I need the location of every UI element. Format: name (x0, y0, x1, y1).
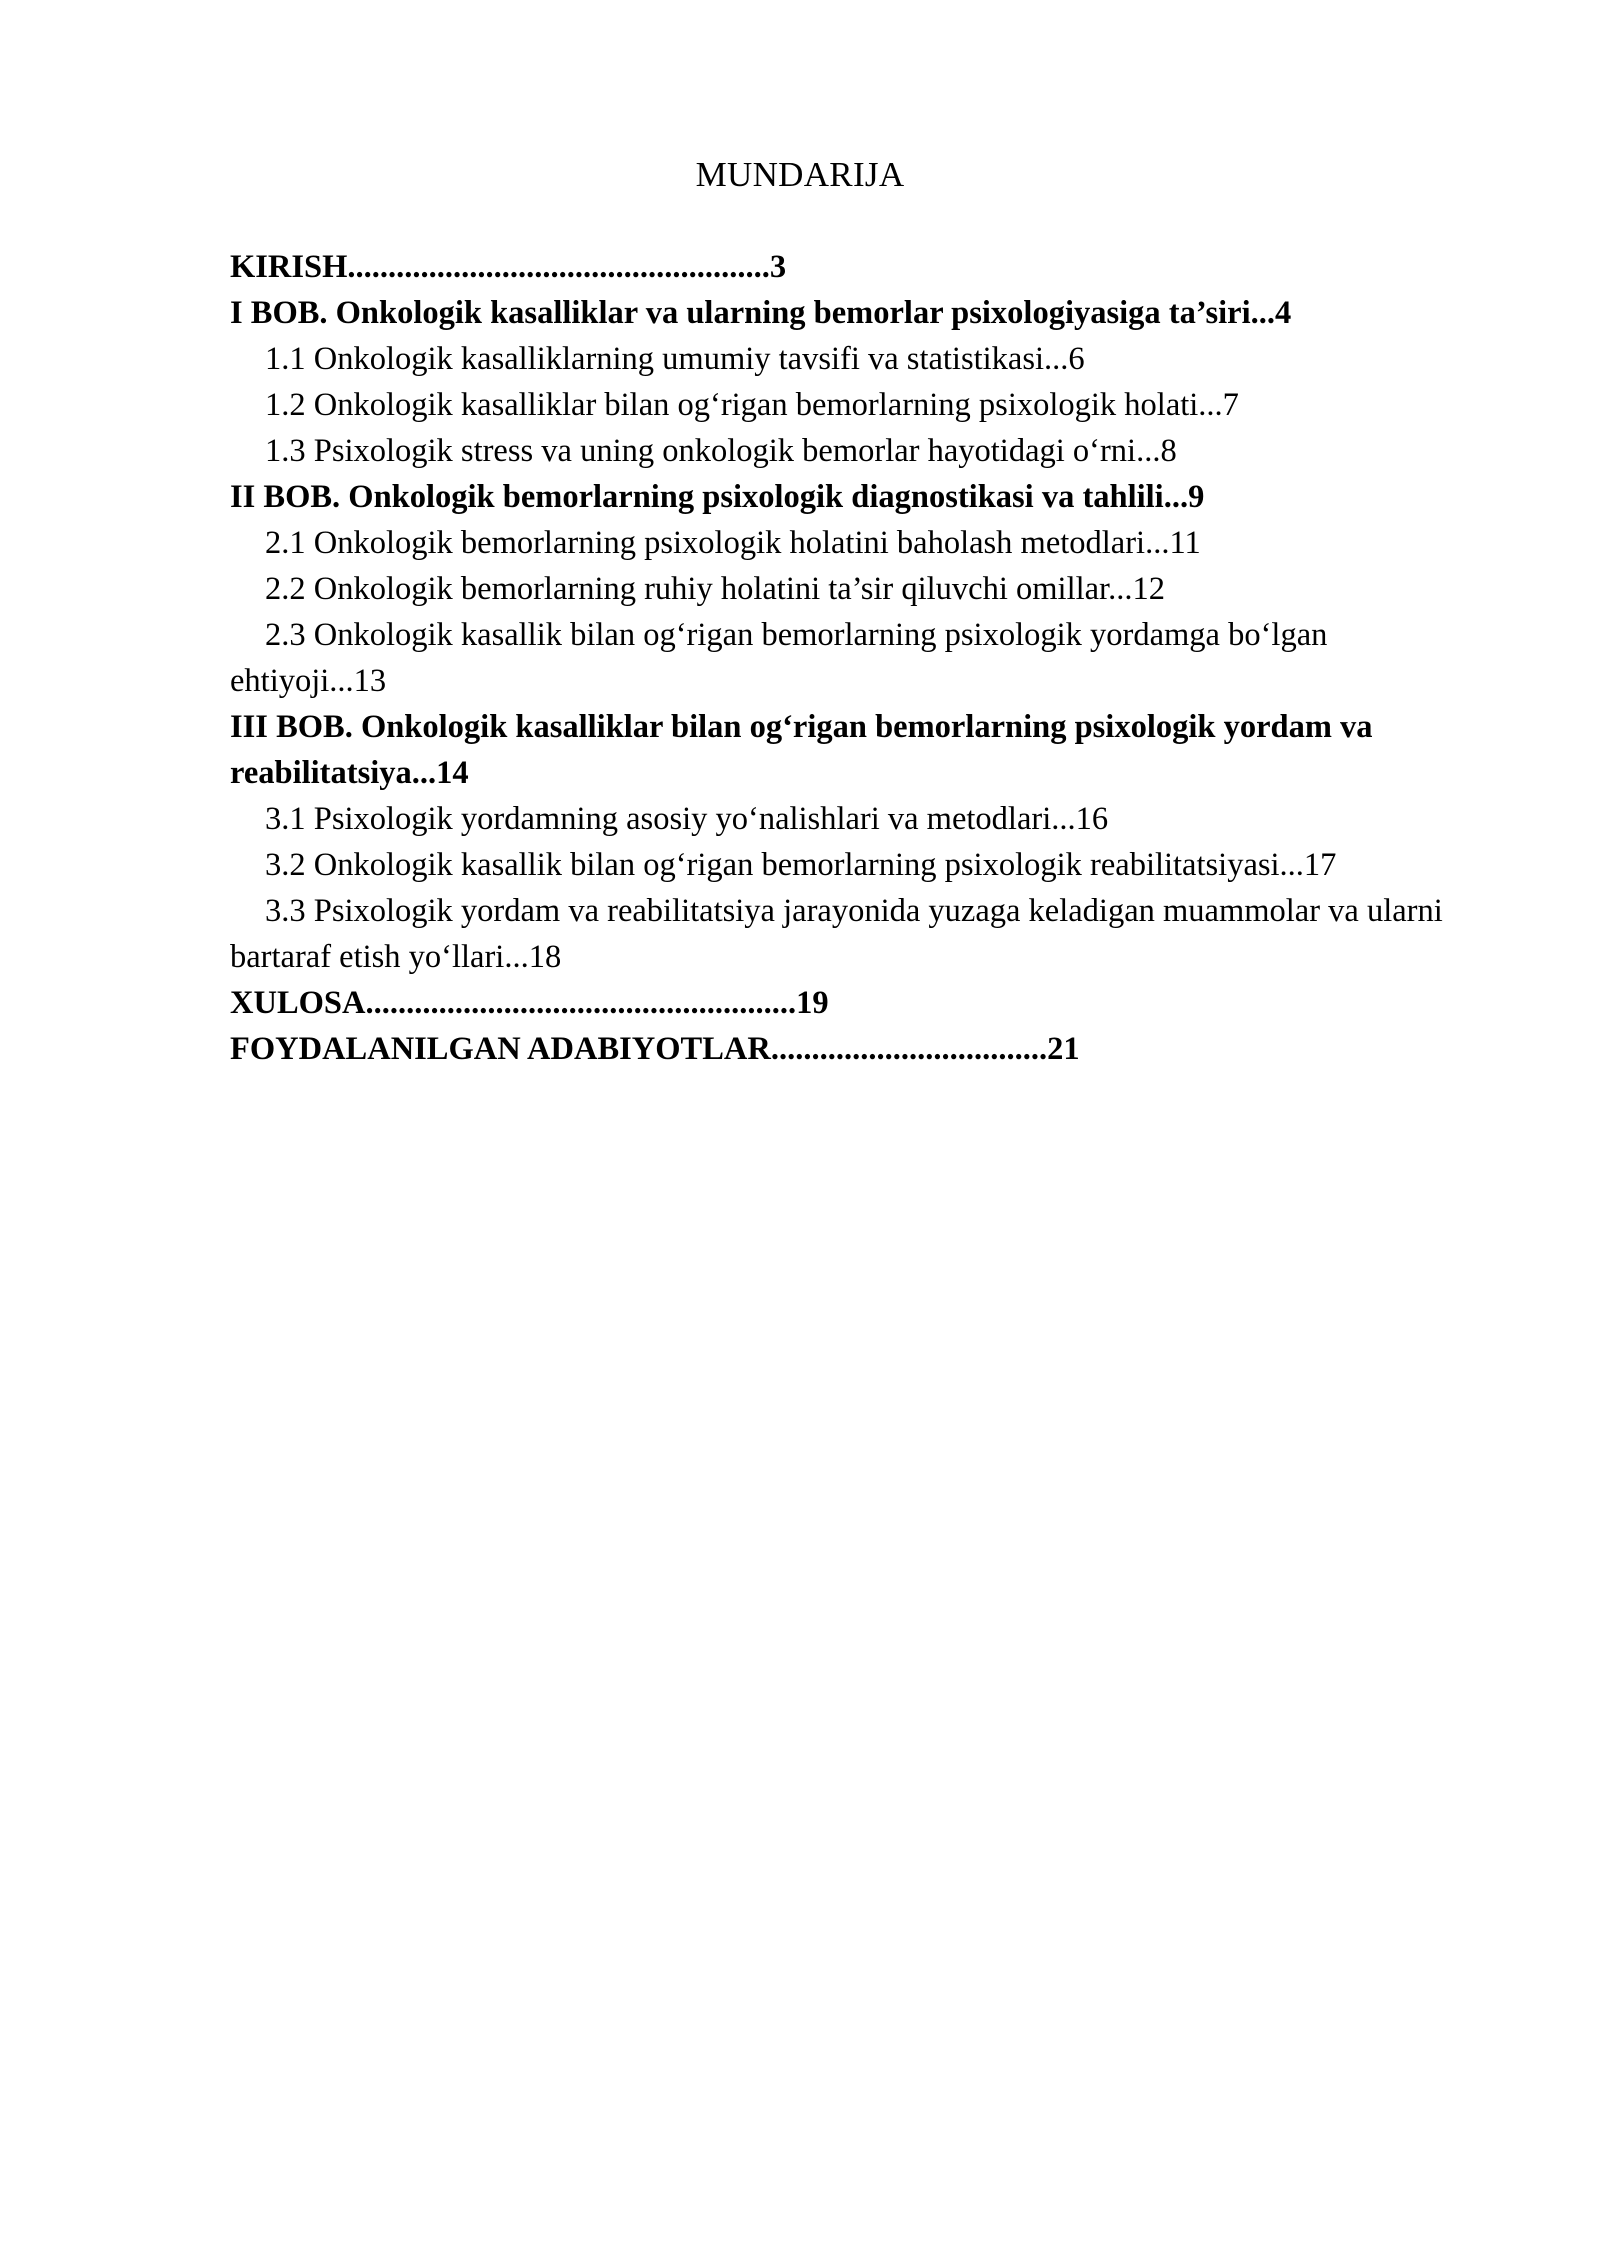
toc-entry-conclusion: XULOSA.....................................................19 (230, 985, 829, 1021)
toc-entry-section-1-2: 1.2 Onkologik kasalliklar bilan og‘rigan bemorlarning psixologik holati...7 (265, 387, 1239, 423)
toc-entry-section-2-3: 2.3 Onkologik kasallik bilan og‘rigan bemorlarning psixologik yordamga bo‘lgan ehtiyoji...13 (230, 617, 1328, 699)
toc-entry-section-2-1: 2.1 Onkologik bemorlarning psixologik holatini baholash metodlari...11 (265, 525, 1201, 561)
toc-entry-chapter-2: II BOB. Onkologik bemorlarning psixologik diagnostikasi va tahlili...9 (230, 479, 1205, 515)
toc-entry-chapter-3: III BOB. Onkologik kasalliklar bilan og‘rigan bemorlarning psixologik yordam va reabilitatsiya...14 (230, 709, 1373, 791)
page-title: MUNDARIJA (695, 155, 905, 194)
toc-entry-section-1-3: 1.3 Psixologik stress va uning onkologik bemorlar hayotidagi o‘rni...8 (265, 433, 1177, 469)
toc-entry-section-3-2: 3.2 Onkologik kasallik bilan og‘rigan bemorlarning psixologik reabilitatsiyasi...17 (265, 847, 1337, 883)
toc-entry-references: FOYDALANILGAN ADABIYOTLAR..................................21 (230, 1031, 1080, 1067)
table-of-contents (230, 244, 1480, 1072)
toc-entry-chapter-1: I BOB. Onkologik kasalliklar va ularning bemorlar psixologiyasiga ta’siri...4 (230, 295, 1292, 331)
toc-entry-section-2-2: 2.2 Onkologik bemorlarning ruhiy holatini ta’sir qiluvchi omillar...12 (265, 571, 1165, 607)
toc-entry-introduction: KIRISH....................................................3 (230, 249, 787, 285)
toc-entry-section-1-1: 1.1 Onkologik kasalliklarning umumiy tavsifi va statistikasi...6 (265, 341, 1085, 377)
toc-entry-section-3-3: 3.3 Psixologik yordam va reabilitatsiya jarayonida yuzaga keladigan muammolar va ularni bartaraf etish yo‘llari...18 (230, 893, 1443, 975)
toc-entry-section-3-1: 3.1 Psixologik yordamning asosiy yo‘nalishlari va metodlari...16 (265, 801, 1109, 837)
